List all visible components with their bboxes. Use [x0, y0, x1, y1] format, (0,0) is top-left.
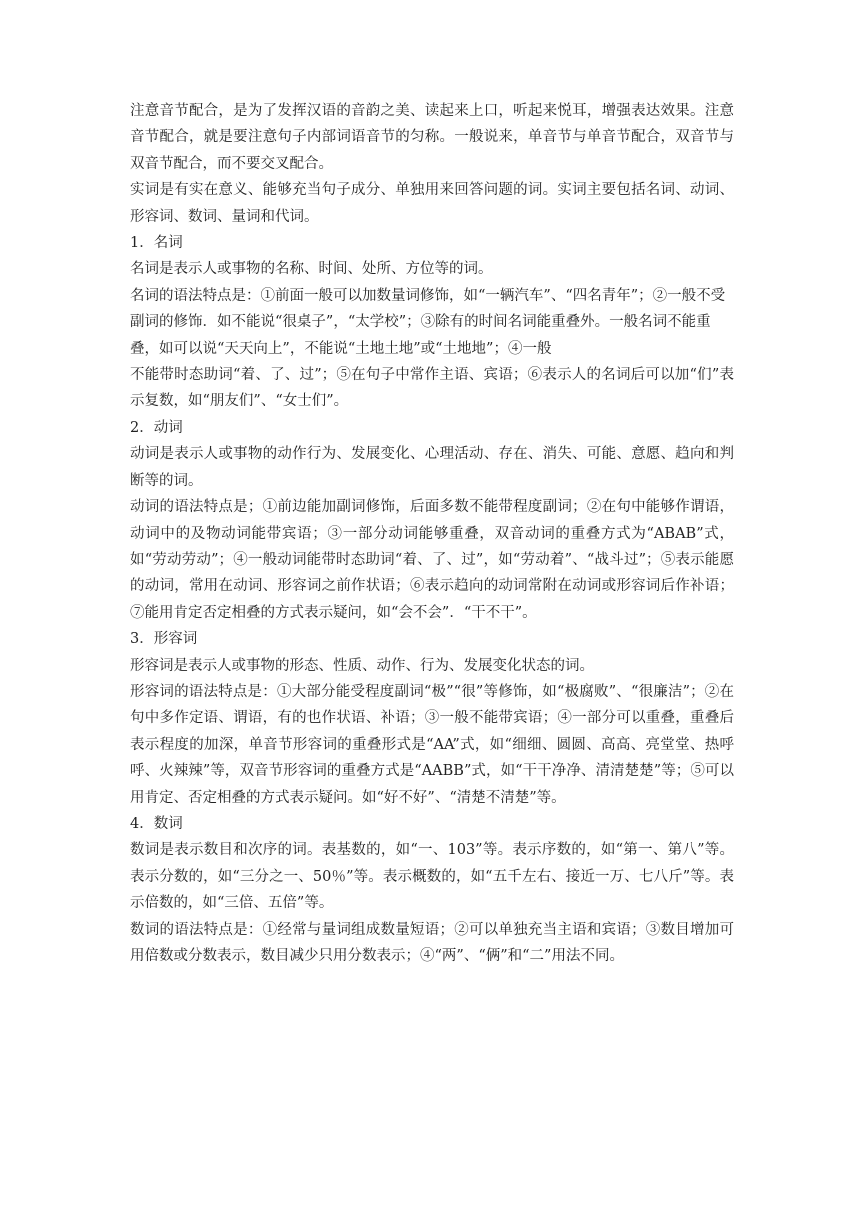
paragraph-verb-definition: 动词是表示人或事物的动作行为、发展变化、心理活动、存在、消失、可能、意愿、趋向和判断等的词。	[130, 446, 734, 489]
paragraph-numeral-features: 数词的语法特点是：①经常与量词组成数量短语；②可以单独充当主语和宾语；③数目增加可用倍数或分数表示，数目减少只用分数表示；④“两”、“俩”和“二”用法不同。	[130, 921, 734, 964]
paragraph-noun-features-continued: 不能带时态助词“着、了、过”；⑤在句子中常作主语、宾语；⑥表示人的名词后可以加“们”表示复数，如“朋友们”、“女士们”。	[130, 367, 734, 410]
section-heading-verbs: 2．动词	[130, 419, 183, 436]
paragraph-content-words: 实词是有实在意义、能够充当句子成分、单独用来回答问题的词。实词主要包括名词、动词、形容词、数词、量词和代词。	[130, 182, 734, 225]
paragraph-noun-features: 名词的语法特点是：①前面一般可以加数量词修饰，如“一辆汽车”、“四名青年”；②一般不受副词的修饰．如不能说“很桌子”，“太学校”；③除有的时间名词能重叠外。一般名词不能重叠，如可以说“天天向上”，不能说“土地土地”或“土地地”；④一般	[130, 287, 726, 357]
section-heading-nouns: 1．名词	[130, 235, 183, 252]
section-heading-adjectives: 3．形容词	[130, 631, 198, 648]
paragraph-verb-features: 动词的语法特点是；①前边能加副词修饰，后面多数不能带程度副词；②在句中能够作谓语，动词中的及物动词能带宾语；③一部分动词能够重叠，双音动词的重叠方式为“ABAB”式，如“劳动劳动”；④一般动词能带时态助词“着、了、过”，如“劳动着”、“战斗过”；⑤表示能愿的动词，常用在动词、形容词之前作状语；⑥表示趋向的动词常附在动词或形容词后作补语；⑦能用肯定否定相叠的方式表示疑问，如“会不会”．“干不干”。	[130, 499, 734, 621]
paragraph-adjective-definition: 形容词是表示人或事物的形态、性质、动作、行为、发展变化状态的词。	[130, 657, 594, 674]
paragraph-syllable-matching: 注意音节配合，是为了发挥汉语的音韵之美、读起来上口，听起来悦耳，增强表达效果。注意音节配合，就是要注意句子内部词语音节的匀称。一般说来，单音节与单音节配合，双音节与双音节配合，而不要交叉配合。	[130, 103, 734, 172]
section-heading-numerals: 4．数词	[130, 815, 183, 832]
paragraph-adjective-features: 形容词的语法特点是：①大部分能受程度副词“极”“很”等修饰，如“极腐败”、“很廉洁”；②在句中多作定语、谓语，有的也作状语、补语；③一般不能带宾语；④一部分可以重叠，重叠后表示程度的加深，单音节形容词的重叠形式是“AA”式，如“细细、圆圆、高高、亮堂堂、热呼呼、火辣辣”等，双音节形容词的重叠方式是“AABB”式，如“干干净净、清清楚楚”等；⑤可以用肯定、否定相叠的方式表示疑问。如“好不好”、“清楚不清楚”等。	[130, 683, 734, 806]
paragraph-numeral-definition: 数词是表示数目和次序的词。表基数的，如“一、103”等。表示序数的，如“第一、第八”等。表示分数的，如“三分之一、50％”等。表示概数的，如“五千左右、接近一万、七八斤”等。表示倍数的，如“三倍、五倍”等。	[130, 842, 734, 912]
paragraph-noun-definition: 名词是表示人或事物的名称、时间、处所、方位等的词。	[130, 261, 493, 278]
document-body	[130, 98, 734, 969]
